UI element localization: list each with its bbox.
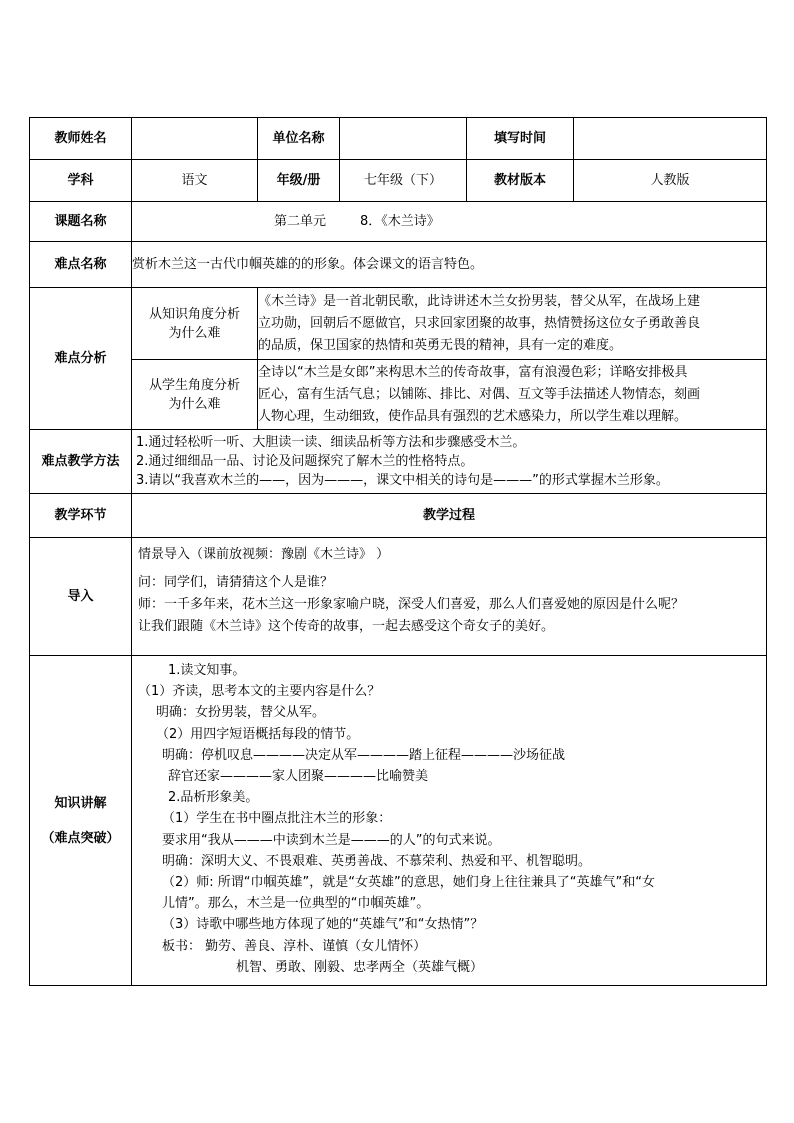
intro-line-2: 问：同学们，请猜猜这个人是谁？ (138, 575, 334, 590)
knowledge-label: 知识讲解 （难点突破） (30, 656, 132, 986)
intro-label: 导入 (30, 538, 132, 656)
knowledge-angle-text: 《木兰诗》是一首北朝民歌，此诗讲述木兰女扮男装，替父从军，在战场上建 立功勋，回朝后不愿做官，只求回家团聚的故事，热情赞扬这位女子勇敢善良 的品质，保卫国家的热情和英勇无畏的精神，具有一定的难度。 (258, 288, 767, 360)
difficulty-row (30, 242, 767, 288)
analysis-label: 难点分析 (30, 288, 132, 430)
intro-row (30, 538, 767, 656)
edition-label: 教材版本 (467, 160, 574, 202)
knowledge-content: 1.读文知事。 （1）齐读，思考本文的主要内容是什么？ 明确：女扮男装，替父从军。 （2）用四字短语概括每段的情节。 明确：停机叹息————决定从军————踏上征程————沙场征战 辞官还家————家人团聚————比喻赞美 2.品析形象美。 （1）学生在书中圈点批注木兰的形象： 要求用“我从———中读到木兰是———的人”的句式来说。 明确：深明大义、不畏艰难、英勇善战、不慕荣利、热爱和平、机智聪明。 （2）师: 所谓“巾帼英雄”，就是“女英雄”的意思，她们身上往往兼具了“英雄气”和“女 儿情”。那么，木兰是一位典型的“巾帼英雄”。 （3）诗歌中哪些地方体现了她的“英雄气”和“女热情”？ 板书： 勤劳、善良、淳朴、谨慎（女儿情怀） 机智、勇敢、刚毅、忠孝两全（英雄气概） (132, 656, 767, 986)
grade-label: 年级/册 (258, 160, 340, 202)
methods-row (30, 430, 767, 494)
student-angle-text: 全诗以“木兰是女郎”来构思木兰的传奇故事，富有浪漫色彩；详略安排极具 匠心，富有生活气息；以铺陈、排比、对偶、互文等手法描述人物情态，刻画 人物心理，生动细致，使作品具有强烈的艺术感染力，所以学生难以理解。 (258, 360, 767, 430)
header-row-1 (30, 118, 767, 160)
topic-label: 课题名称 (30, 202, 132, 242)
analysis-row-knowledge (30, 288, 767, 360)
methods-text: 1.通过轻松听一听、大胆读一读、细读品析等方法和步骤感受木兰。 2.通过细细品一品、讨论及问题探究了解木兰的性格特点。 3.请以“我喜欢木兰的——，因为———，课文中相关的诗句是———”的形式掌握木兰形象。 (132, 430, 767, 494)
student-angle-label: 从学生角度分析 为什么难 (132, 360, 258, 430)
unit-name-label: 单位名称 (258, 118, 340, 160)
header-row-2 (30, 160, 767, 202)
grade-value: 七年级（下） (340, 160, 467, 202)
topic-row (30, 202, 767, 242)
difficulty-label: 难点名称 (30, 242, 132, 288)
knowledge-row (30, 656, 767, 986)
intro-line-3: 师：一千多年来，花木兰这一形象家喻户晓，深受人们喜爱，那么人们喜爱她的原因是什么呢？ (138, 597, 685, 612)
teacher-name-value (132, 118, 258, 160)
edition-value: 人教版 (574, 160, 767, 202)
subject-label: 学科 (30, 160, 132, 202)
unit-name-value (340, 118, 467, 160)
analysis-row-student (30, 360, 767, 430)
stages-label: 教学环节 (30, 494, 132, 538)
topic-title: 8．《木兰诗》 (360, 214, 440, 229)
teacher-name-label: 教师姓名 (30, 118, 132, 160)
subject-value: 语文 (132, 160, 258, 202)
fill-time-label: 填写时间 (467, 118, 574, 160)
process-label: 教学过程 (132, 494, 767, 538)
methods-label: 难点教学方法 (30, 430, 132, 494)
lesson-plan-table (29, 117, 767, 986)
intro-line-4: 让我们跟随《木兰诗》这个传奇的故事，一起去感受这个奇女子的美好。 (138, 619, 555, 634)
knowledge-angle-label: 从知识角度分析 为什么难 (132, 288, 258, 360)
intro-content (132, 538, 767, 656)
fill-time-value (574, 118, 767, 160)
intro-line-1: 情景导入（课前放视频：豫剧《木兰诗》 ） (138, 547, 390, 562)
topic-unit: 第二单元 (274, 214, 327, 229)
difficulty-text: 赏析木兰这一古代巾帼英雄的的形象。体会课文的语言特色。 (132, 242, 767, 288)
stages-row (30, 494, 767, 538)
topic-value (132, 202, 767, 242)
